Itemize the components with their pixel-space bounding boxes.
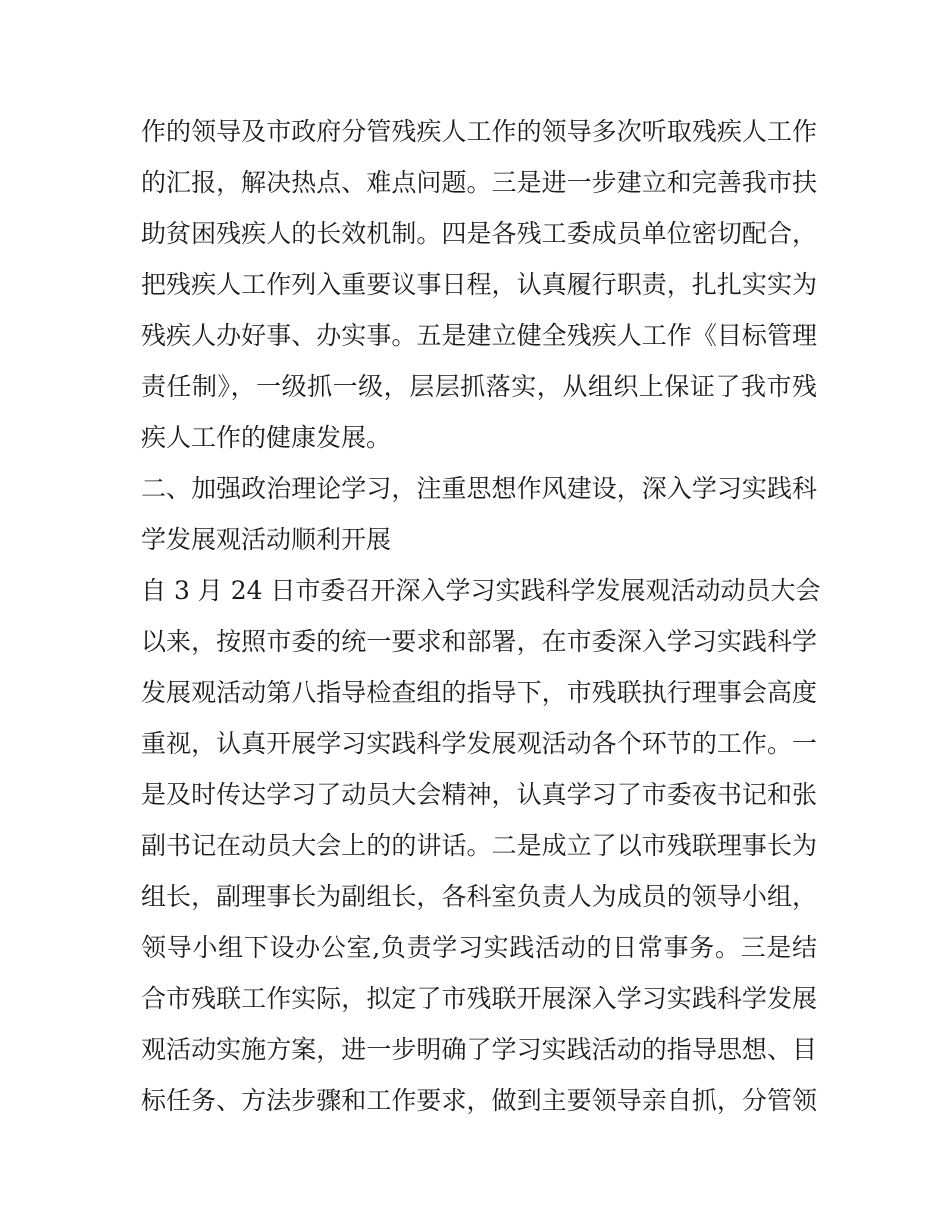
text-line: 残疾人办好事、办实事。五是建立健全残疾人工作《目标管理	[141, 321, 817, 350]
section-heading-line: 二、加强政治理论学习，注重思想作风建设，深入学习实践科	[141, 474, 817, 503]
text-line: 助贫困残疾人的长效机制。四是各残工委成员单位密切配合，	[141, 219, 817, 248]
section-heading-end-line: 学发展观活动顺利开展	[141, 525, 392, 554]
text-line: 合市残联工作实际，拟定了市残联开展深入学习实践科学发展	[141, 984, 817, 1013]
text-line: 重视，认真开展学习实践科学发展观活动各个环节的工作。一	[141, 729, 817, 758]
text-line: 以来，按照市委的统一要求和部署，在市委深入学习实践科学	[141, 627, 817, 656]
text-line: 自 3 月 24 日市委召开深入学习实践科学发展观活动动员大会	[141, 576, 821, 605]
text-line: 责任制》，一级抓一级，层层抓落实，从组织上保证了我市残	[141, 372, 817, 401]
text-line: 领导小组下设办公室,负责学习实践活动的日常事务。三是结	[141, 933, 817, 962]
text-line: 副书记在动员大会上的的讲话。二是成立了以市残联理事长为	[141, 831, 817, 860]
text-line: 是及时传达学习了动员大会精神，认真学习了市委夜书记和张	[141, 780, 817, 809]
paragraph-end-line: 疾人工作的健康发展。	[141, 423, 392, 452]
text-line: 的汇报，解决热点、难点问题。三是进一步建立和完善我市扶	[141, 168, 817, 197]
text-line: 组长，副理事长为副组长，各科室负责人为成员的领导小组，	[141, 882, 817, 911]
text-line: 观活动实施方案，进一步明确了学习实践活动的指导思想、目	[141, 1035, 817, 1064]
text-line: 标任务、方法步骤和工作要求，做到主要领导亲自抓，分管领	[141, 1086, 817, 1115]
text-line: 把残疾人工作列入重要议事日程，认真履行职责，扎扎实实为	[141, 270, 817, 299]
body-text	[141, 106, 821, 1126]
text-line: 发展观活动第八指导检查组的指导下，市残联执行理事会高度	[141, 678, 817, 707]
text-line: 作的领导及市政府分管残疾人工作的领导多次听取残疾人工作	[141, 117, 817, 146]
